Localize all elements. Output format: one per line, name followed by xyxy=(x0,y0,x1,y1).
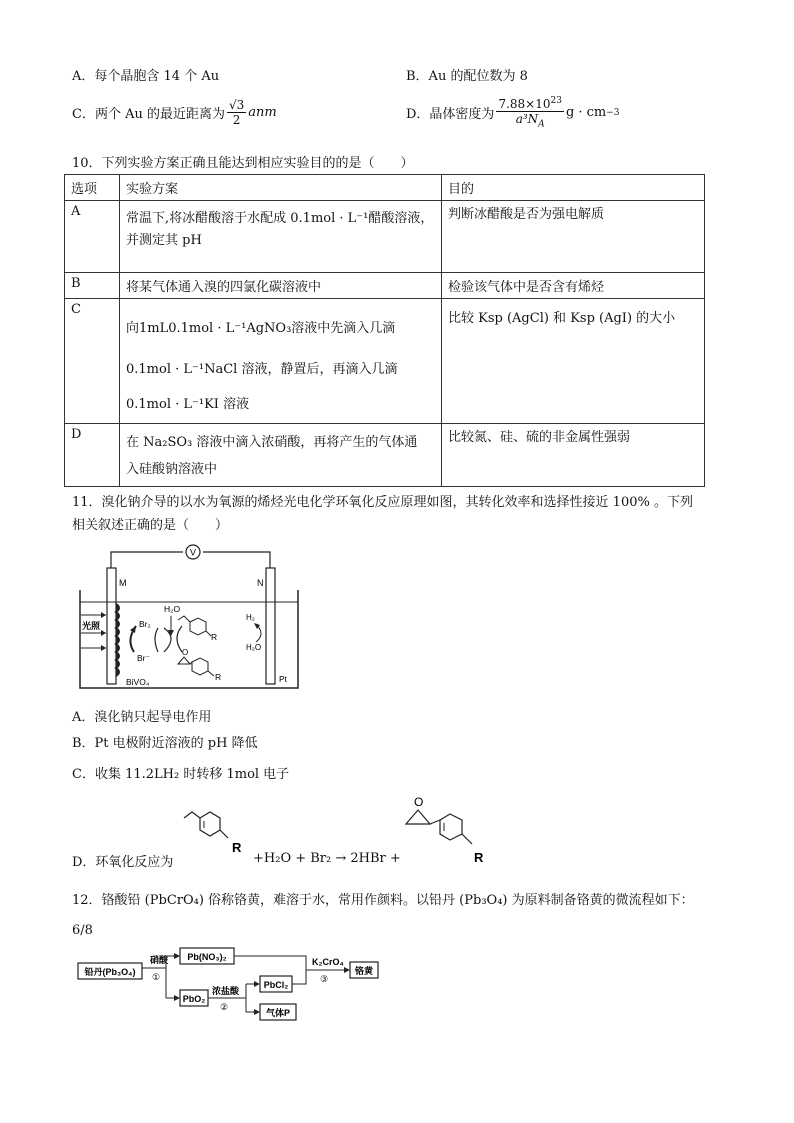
row-goal: 检验该气体中是否含有烯烃 xyxy=(442,273,705,299)
q9-option-d-numerator-exp: 23 xyxy=(550,96,562,106)
row-plan: 将某气体通入溴的四氯化碳溶液中 xyxy=(120,273,442,299)
flow-pbcl2-label: PbCl₂ xyxy=(263,980,289,990)
q9-option-b: B．Au 的配位数为 8 xyxy=(406,69,528,84)
q9-option-c-fraction xyxy=(227,98,246,127)
h2o-left-label: H₂O xyxy=(164,604,181,614)
styrene-ring xyxy=(190,618,206,635)
table-header-cell: 选项 xyxy=(65,175,120,201)
q11-option-d-prefix: D．环氧化反应为 xyxy=(72,855,174,870)
voltmeter-label: V xyxy=(189,547,197,558)
q10-stem: 10．下列实验方案正确且能达到相应实验目的的是（ ） xyxy=(72,156,414,171)
h2-label: H₂ xyxy=(246,613,255,622)
flow-start-label: 铅丹(Pb₃O₄) xyxy=(84,967,136,977)
flow-step1-label: ① xyxy=(152,972,161,982)
plan-line: 常温下,将冰醋酸溶于水配成 0.1mol · L⁻¹醋酸溶液， xyxy=(126,211,434,226)
flow-gas-label: 气体P xyxy=(265,1008,291,1018)
bivo4-coating xyxy=(116,604,119,676)
q9-option-d-numerator: 7.88×10 xyxy=(498,97,551,111)
q9-option-d-unit: g · cm xyxy=(565,105,607,121)
q9-option-d xyxy=(406,96,620,129)
q11-option-d-equation: +H₂O + Br₂ → 2HBr + xyxy=(253,851,401,866)
light-label: 光照 xyxy=(82,621,101,631)
flow-step2-label: ② xyxy=(220,1002,229,1012)
table-header-cell: 目的 xyxy=(442,175,705,201)
table-row xyxy=(65,424,705,487)
row-goal xyxy=(442,299,705,424)
q9-option-d-unit-exp: −3 xyxy=(606,107,620,118)
flow-pbno3-label: Pb(NO₃)₂ xyxy=(187,952,227,962)
row-plan xyxy=(120,424,442,487)
row-plan xyxy=(120,299,442,424)
q10-table xyxy=(64,174,705,487)
flow-pbo2-label: PbO₂ xyxy=(182,994,206,1004)
q9-option-c xyxy=(72,98,277,127)
q12-stem: 12．铬酸铅 (PbCrO₄) 俗称铬黄，难溶于水，常用作颜料。以铅丹 (Pb₃O₄) 为原料制备铬黄的微流程如下： xyxy=(72,893,694,908)
plan-line: 并测定其 pH xyxy=(126,233,202,248)
row-label: A xyxy=(65,201,120,273)
table-header-row xyxy=(65,175,705,201)
q11-stem-line2: 相关叙述正确的是（ ） xyxy=(72,518,229,533)
q9-option-c-prefix: C．两个 Au 的最近距离为 xyxy=(72,107,225,122)
q9-option-a: A．每个晶胞含 14 个 Au xyxy=(72,69,220,84)
electrode-m xyxy=(107,568,116,684)
q9-option-c-numerator: √3 xyxy=(228,98,245,112)
h2o-right-label: H₂O xyxy=(246,643,262,652)
br2-label: Br₂ xyxy=(139,619,151,629)
row-plan xyxy=(120,201,442,273)
flow-step3-label: ③ xyxy=(320,974,329,984)
q9-option-d-denominator-sub: A xyxy=(538,119,545,130)
bivo4-label: BiVO₄ xyxy=(126,677,150,687)
q11-option-a: A．溴化钠只起导电作用 xyxy=(72,710,212,725)
plan-line: 0.1mol · L⁻¹NaCl 溶液，静置后，再滴入几滴 xyxy=(126,362,398,377)
row-goal xyxy=(442,424,705,487)
electrode-n xyxy=(266,568,275,684)
flow-acid2-label: 浓盐酸 xyxy=(212,986,240,996)
oxygen-label: O xyxy=(182,648,189,657)
q11-option-b: B．Pt 电极附近溶液的 pH 降低 xyxy=(72,736,258,751)
row-label: D xyxy=(65,424,120,487)
flow-product-label: 铬黄 xyxy=(354,966,374,976)
table-row xyxy=(65,273,705,299)
electrode-n-label: N xyxy=(257,578,264,588)
br-minus-label: Br⁻ xyxy=(137,653,150,663)
plan-line: 0.1mol · L⁻¹KI 溶液 xyxy=(126,397,250,412)
q11-option-c: C．收集 11.2LH₂ 时转移 1mol 电子 xyxy=(72,767,290,782)
r-label-2: R xyxy=(215,672,222,682)
page-number: 6/8 xyxy=(72,923,93,938)
goal-text: 比较氮、硅、硫的非金属性强弱 xyxy=(448,430,631,445)
table-header-cell: 实验方案 xyxy=(120,175,442,201)
plan-line: 入硅酸钠溶液中 xyxy=(126,462,218,477)
q11-stem-line1: 11．溴化钠介导的以水为氧源的烯烃光电化学环氧化反应原理如图，其转化效率和选择性接近 100% 。下列 xyxy=(72,495,693,510)
flow-acid1-label: 硝酸 xyxy=(150,955,169,965)
epoxide-oxygen: O xyxy=(414,795,424,809)
table-row xyxy=(65,201,705,273)
r-label-1: R xyxy=(211,632,218,642)
electrode-m-label: M xyxy=(119,578,127,588)
epoxide-structure xyxy=(400,792,496,868)
plan-line: 向1mL0.1mol · L⁻¹AgNO₃溶液中先滴入几滴 xyxy=(126,321,396,336)
row-goal xyxy=(442,201,705,273)
flow-reagent3-label: K₂CrO₄ xyxy=(312,957,344,967)
q9-option-d-denominator: a³N xyxy=(515,112,539,126)
flowchart xyxy=(76,944,386,1024)
q9-option-d-prefix: D．晶体密度为 xyxy=(406,107,495,123)
r-substituent: R xyxy=(474,850,484,865)
plan-line: 在 Na₂SO₃ 溶液中滴入浓硝酸，再将产生的气体通 xyxy=(126,435,418,450)
q9-option-c-suffix: anm xyxy=(248,105,277,120)
epoxide-ring xyxy=(192,658,208,675)
r-substituent: R xyxy=(232,840,242,855)
row-label: C xyxy=(65,299,120,424)
row-label: B xyxy=(65,273,120,299)
styrene-structure xyxy=(176,808,246,864)
goal-text: 判断冰醋酸是否为强电解质 xyxy=(448,207,605,222)
pt-label: Pt xyxy=(279,674,288,684)
q9-option-d-fraction xyxy=(496,96,564,129)
q9-option-c-denominator: 2 xyxy=(232,113,241,127)
table-row xyxy=(65,299,705,424)
electrochemical-cell-diagram xyxy=(78,540,300,692)
goal-text: 比较 Ksp (AgCl) 和 Ksp (AgI) 的大小 xyxy=(448,311,676,326)
